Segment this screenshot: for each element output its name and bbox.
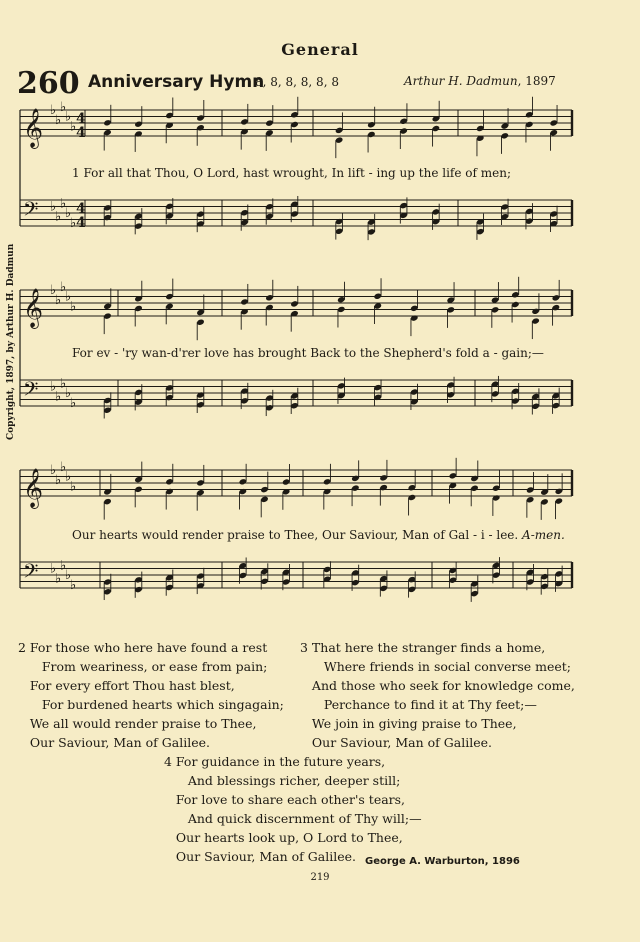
flat-sign: ♭ — [70, 119, 77, 135]
flat-sign: ♭ — [55, 472, 62, 488]
flat-sign: ♭ — [65, 568, 72, 583]
flat-sign: ♭ — [55, 112, 62, 128]
flat-sign: ♭ — [50, 561, 57, 577]
verse-2: 2 For those who here have found a rest From weariness, or ease from pain; For every effort Thou hast blest, For burdened hearts which singagain; We all would render praise to Thee, Our Saviour, Man of Galilee. — [18, 640, 284, 750]
bass-clef: 𝄢 — [23, 377, 39, 406]
flat-sign: ♭ — [50, 283, 57, 298]
lyric-line-3-text: Our hearts would render praise to Thee, Our Saviour, Man of Gal - i - lee. — [72, 528, 519, 542]
flat-sign: ♭ — [70, 479, 77, 495]
flat-sign: ♭ — [65, 386, 72, 401]
bass-clef: 𝄢 — [23, 559, 39, 588]
verse-author: George A. Warburton, 1896 — [365, 856, 520, 867]
flat-sign: ♭ — [55, 209, 62, 225]
composer-name: Arthur H. Dadmun — [404, 74, 518, 88]
flat-sign: ♭ — [65, 469, 72, 485]
flat-sign: ♭ — [55, 571, 62, 587]
verse-4: 4 For guidance in the future years, And blessings richer, deeper still; For love to share each other's tears, And quick discernment of Thy will;— Our hearts look up, O Lord to Thee, Our Saviour, Man of Galilee. — [164, 754, 422, 864]
treble-clef: 𝄞 — [23, 288, 44, 328]
flat-sign: ♭ — [60, 196, 67, 212]
verse-3: 3 That here the stranger finds a home, Where friends in social converse meet; And those who seek for knowledge come, Perchance to find it at Thy feet;— We join in giving praise to Thee, Our Saviour, Man of Galilee. — [300, 640, 575, 750]
time-signature: 4 — [76, 201, 86, 217]
lyric-line-2: For ev - 'ry wan-d'rer love has brought Back to the Shepherd's fold a - gain;— — [72, 346, 544, 360]
meter: 8, 8, 8, 8, 8, 8 — [255, 75, 339, 89]
flat-sign: ♭ — [60, 558, 67, 574]
lyric-line-3 — [72, 528, 565, 542]
flat-sign: ♭ — [60, 99, 67, 115]
flat-sign: ♭ — [65, 109, 72, 125]
flat-sign: ♭ — [55, 292, 62, 308]
flat-sign: ♭ — [50, 199, 57, 215]
copyright-notice: Copyright, 1897, by Arthur H. Dadmun — [6, 243, 16, 440]
bass-clef: 𝄢 — [23, 197, 39, 226]
hymn-number: 260 — [17, 66, 80, 101]
treble-clef: 𝄞 — [23, 108, 44, 148]
flat-sign: ♭ — [65, 289, 72, 305]
flat-sign: ♭ — [55, 389, 62, 405]
treble-clef: 𝄞 — [23, 468, 44, 508]
composer-year: 1897 — [525, 74, 556, 88]
hymn-title: Anniversary Hymn — [88, 72, 265, 92]
flat-sign: ♭ — [60, 459, 67, 475]
flat-sign: ♭ — [70, 299, 77, 315]
amen-text: A-men. — [522, 528, 565, 542]
flat-sign: ♭ — [50, 103, 57, 118]
flat-sign: ♭ — [50, 463, 57, 478]
composer-credit: Arthur H. Dadmun, 1897 — [404, 74, 556, 88]
flat-sign: ♭ — [50, 379, 57, 395]
flat-sign: ♭ — [70, 215, 77, 231]
flat-sign: ♭ — [60, 376, 67, 392]
section-heading: General — [281, 40, 359, 59]
time-signature: 4 — [76, 125, 86, 141]
flat-sign: ♭ — [70, 395, 77, 411]
time-signature: 4 — [76, 215, 86, 231]
flat-sign: ♭ — [60, 279, 67, 295]
flat-sign: ♭ — [65, 206, 72, 221]
lyric-line-1: 1 For all that Thou, O Lord, hast wrought, In lift - ing up the life of men; — [72, 166, 512, 180]
page-number: 219 — [310, 872, 330, 883]
time-signature: 4 — [76, 111, 86, 127]
flat-sign: ♭ — [70, 577, 77, 593]
